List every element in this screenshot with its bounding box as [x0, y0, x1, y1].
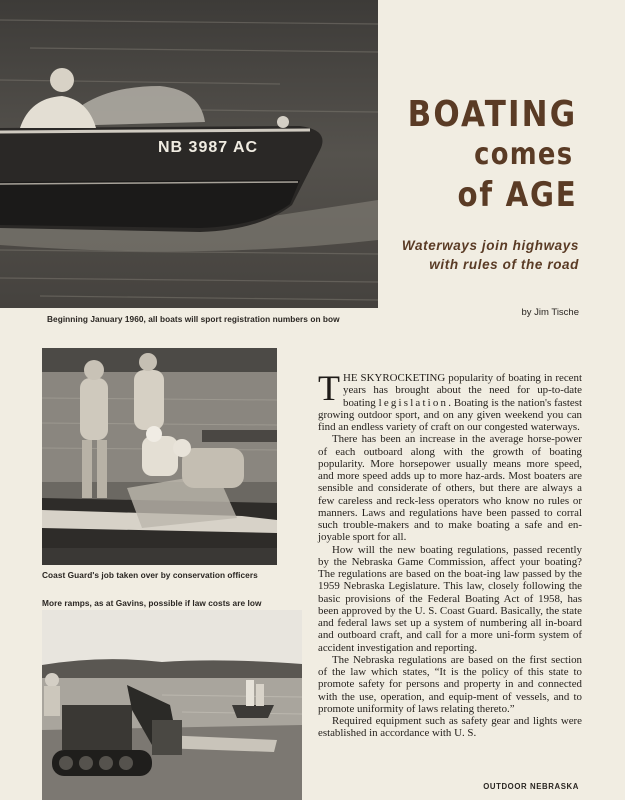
photo-caption-middle: Coast Guard's job taken over by conservation officers	[42, 570, 258, 580]
paragraph-1-text-a: HE SKYROCKETING popularity of boating in recent years has brought about the need for up-to-date boating	[343, 372, 582, 409]
title-line-1: BOATING	[407, 94, 577, 135]
paragraph-4: The Nebraska regulations are based on the first section of the law which states, “It is the policy of this state to promote safety for persons and property in and connected with the use, operation, and equip-ment of vessels, and to promote uniformity of laws relating thereto.”	[318, 653, 582, 715]
paragraph-1-spaced-word: legislation	[378, 396, 449, 409]
paragraph-3: How will the new boating regulations, passed recently by the Nebraska Game Commission, affect your boating? The regulations are based on the boat-ing law passed by the 1959 Nebraska Legislature. This law, closely following the basic provisions of the Federal Boating Act of 1958, has been approved by the U. S. Coast Guard. Basically, the state and federal laws set up a system of numbering all in-board and outboard craft, and call for a more uni-form system of accident investigation and reporting.	[318, 543, 582, 654]
officers-photo	[42, 348, 277, 565]
paragraph-2: There has been an increase in the average horse-power of each outboard along with the growth of boating popularity. More horsepower usually means more speed, and more speed adds up to more haz-ards. Most boaters are sensible and considerate of others, but there are always a few careless and reck-less operators who know no rules or manners. Laws and regulations have been passed to corral such trouble-makers and to make boating a safe and en-joyable sport for all.	[318, 433, 582, 544]
photo-caption-top: Beginning January 1960, all boats will sport registration numbers on bow	[47, 314, 340, 324]
boat-photo	[0, 0, 378, 308]
registration-number: NB 3987 AC	[158, 139, 259, 156]
ramp-photo	[42, 610, 302, 800]
drop-cap: T	[318, 368, 340, 408]
magazine-footer: OUTDOOR NEBRASKA	[483, 782, 579, 791]
paragraph-1	[318, 368, 582, 433]
paragraph-5: Required equipment such as safety gear and lights were established in accordance with U. S.	[318, 715, 582, 740]
article-body	[318, 368, 582, 740]
title-line-2: comes	[473, 137, 573, 172]
photo-caption-bottom: More ramps, as at Gavins, possible if law costs are low	[42, 598, 262, 608]
title-line-3: of AGE	[457, 175, 577, 215]
byline: by Jim Tische	[521, 307, 579, 318]
paragraph-1-text-b: . Boating is the nation's fastest growing outdoor sport, and on any given weekend you can find an endless variety of craft on our congested waterways.	[318, 396, 582, 433]
subtitle-line-2: with rules of the road	[429, 257, 579, 272]
subtitle-line-1: Waterways join highways	[401, 238, 579, 253]
